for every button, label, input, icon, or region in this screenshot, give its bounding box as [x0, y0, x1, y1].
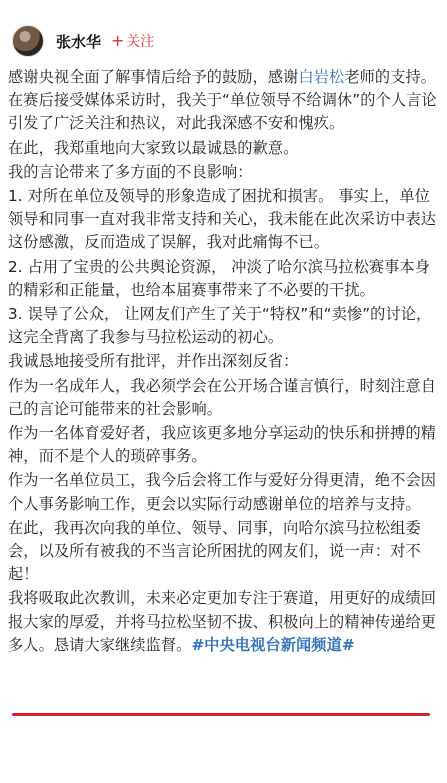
post-paragraph: 作为一名体育爱好者，我应该更多地分享运动的快乐和拼搏的精神，而不是个人的琐碎事务。 [8, 424, 437, 466]
post-paragraph: 3. 误导了公众， 让网友们产生了关于“特权”和“卖惨”的讨论，这完全背离了我参与马拉松运动的初心。 [8, 305, 432, 347]
post-paragraph: 2. 占用了宝贵的公共舆论资源， 冲淡了哈尔滨马拉松赛事本身的精彩和正能量，也给本届赛事带来了不必要的干扰。 [8, 257, 431, 299]
post-paragraph: 1. 对所在单位及领导的形象造成了困扰和损害。 事实上，单位领导和同事一直对我非常支持和关心，我未能在此次采访中表达这份感激，反而造成了误解，我对此痛悔不已。 [8, 187, 437, 252]
mention-link[interactable]: 白岩松 [298, 68, 345, 86]
post-paragraph: 在此，我再次向我的单位、领导、同事，向哈尔滨马拉松组委会，以及所有被我的不当言论所困扰的网友们，说一声：对不起！ [8, 518, 421, 584]
post-paragraph: 在此，我郑重地向大家致以最诚恳的歉意。 [8, 138, 299, 157]
paragraph-text: 我将吸取此次教训，未来必定更加专注于赛道，用更好的成绩回报大家的厚爱，并将马拉松坚韧不拔、积极向上的精神传递给更多人。恳请大家继续监督。 [8, 589, 437, 654]
post-paragraph: 作为一名成年人，我必须学会在公开场合谨言慎行，时刻注意自己的言论可能带来的社会影响。 [8, 376, 437, 418]
post-paragraph: 我诚恳地接受所有批评，并作出深刻反省： [8, 352, 299, 371]
red-underline-annotation [12, 713, 430, 716]
paragraph-text: 感谢央视全面了解事情后给予的鼓励，感谢 [8, 68, 299, 86]
post-body [8, 66, 440, 658]
follow-label: 关注 [126, 34, 155, 50]
post-paragraph [8, 66, 440, 136]
post-header [12, 24, 154, 58]
hashtag-link[interactable]: #中央电视台新闻频道# [191, 635, 355, 654]
avatar[interactable] [12, 25, 44, 57]
post-paragraph [8, 587, 440, 657]
plus-icon: + [111, 31, 125, 50]
bottom-fade [0, 773, 447, 783]
paragraph-text: 老师的支持。在赛后接受媒体采访时，我关于“单位领导不给调休”的个人言论引发了广泛关注和热议，对此我深感不安和愧疚。 [8, 68, 437, 133]
post-paragraph: 我的言论带来了多方面的不良影响： [8, 162, 253, 181]
author-name[interactable]: 张水华 [56, 32, 102, 51]
post-paragraph: 作为一名单位员工，我今后会将工作与爱好分得更清，绝不会因个人事务影响工作，更会以实际行动感谢单位的培养与支持。 [8, 471, 437, 513]
follow-button[interactable] [111, 31, 154, 51]
